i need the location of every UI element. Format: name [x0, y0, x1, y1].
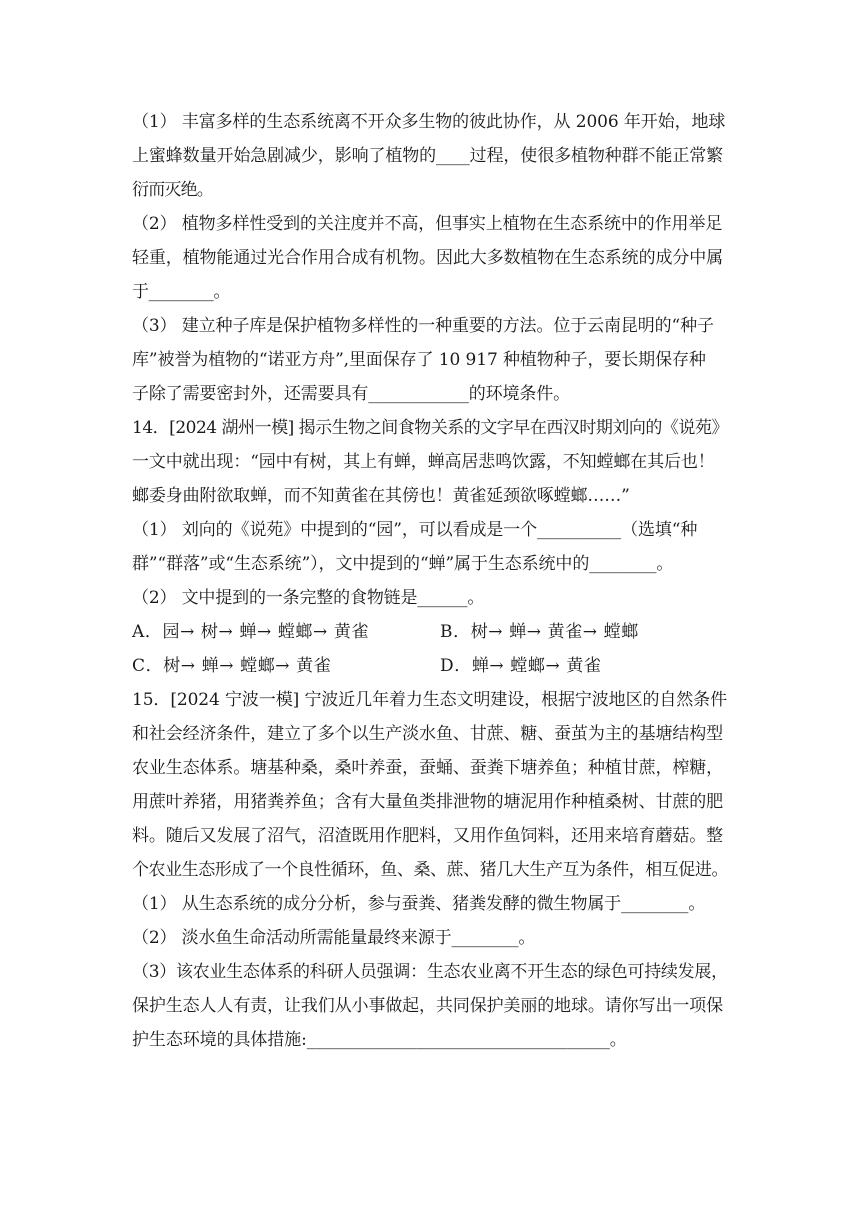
- q13-1-line-2: 上蜜蜂数量开始急剧减少，影响了植物的____过程，使很多植物种群不能正常繁: [132, 146, 723, 166]
- q15-3-line-3: 护生态环境的具体措施:____________________________________。: [132, 1030, 627, 1050]
- q13-2-line-3: 于________。: [132, 282, 230, 302]
- q13-1-line-3: 衍而灭绝。: [132, 180, 213, 200]
- q15-stem-line-3: 农业生态体系。塘基种桑，桑叶养蚕，蚕蛹、蚕粪下塘养鱼；种植甘蔗，榨糖，: [132, 758, 723, 778]
- q15-3-line-2: 保护生态人人有责，让我们从小事做起，共同保护美丽的地球。请你写出一项保: [132, 996, 723, 1016]
- q14-2-line: （2） 文中提到的一条完整的食物链是______。: [132, 588, 485, 608]
- q14-stem-line-1: 14．[2024 湖州一模] 揭示生物之间食物关系的文字早在西汉时期刘向的《说苑》: [132, 418, 728, 438]
- q13-2-line-1: （2） 植物多样性受到的关注度并不高，但事实上植物在生态系统中的作用举足: [132, 214, 723, 234]
- q13-2-line-2: 轻重，植物能通过光合作用合成有机物。因此大多数植物在生态系统的成分中属: [132, 248, 723, 268]
- q15-stem-line-2: 和社会经济条件，建立了多个以生产淡水鱼、甘蔗、糖、蚕茧为主的基塘结构型: [132, 724, 723, 744]
- option-b: B．树→ 蝉→ 黄雀→ 螳螂: [440, 622, 639, 642]
- q13-3-line-1: （3） 建立种子库是保护植物多样性的一种重要的方法。位于云南昆明的“种子: [132, 316, 714, 336]
- q13-3-line-2: 库”被誉为植物的“诺亚方舟”,里面保存了 10 917 种植物种子，要长期保存种: [132, 350, 706, 370]
- q14-stem-line-3: 螂委身曲附欲取蝉，而不知黄雀在其傍也！黄雀延颈欲啄螳螂……”: [132, 486, 630, 506]
- q15-2-line: （2） 淡水鱼生命活动所需能量最终来源于________。: [132, 928, 536, 948]
- q13-1-line-1: （1） 丰富多样的生态系统离不开众多生物的彼此协作，从 2006 年开始，地球: [132, 112, 726, 132]
- q14-1-line-2: 群”“群落”或“生态系统”），文中提到的“蝉”属于生态系统中的________。: [132, 554, 674, 574]
- q14-1-line-1: （1） 刘向的《说苑》中提到的“园”，可以看成是一个__________（选填“种: [132, 520, 698, 540]
- q15-stem-line-5: 料。随后又发展了沼气，沼渣既用作肥料，又用作鱼饲料，还用来培育蘑菇。整: [132, 826, 723, 846]
- option-d: D．蝉→ 螳螂→ 黄雀: [440, 656, 602, 676]
- q13-3-line-3: 子除了需要密封外，还需要具有____________的环境条件。: [132, 384, 570, 404]
- option-c: C．树→ 蝉→ 螳螂→ 黄雀: [132, 656, 332, 676]
- q15-stem-line-4: 用蔗叶养猪，用猪粪养鱼；含有大量鱼类排泄物的塘泥用作种植桑树、甘蔗的肥: [132, 792, 723, 812]
- q15-stem-line-6: 个农业生态形成了一个良性循环，鱼、桑、蔗、猪几大生产互为条件，相互促进。: [132, 860, 728, 880]
- q14-stem-line-2: 一文中就出现：“园中有树，其上有蝉，蝉高居悲鸣饮露，不知螳螂在其后也！: [132, 452, 715, 472]
- q15-1-line: （1） 从生态系统的成分分析，参与蚕粪、猪粪发酵的微生物属于________。: [132, 894, 706, 914]
- q15-stem-line-1: 15．[2024 宁波一模] 宁波近几年着力生态文明建设，根据宁波地区的自然条件: [132, 690, 727, 710]
- option-a: A．园→ 树→ 蝉→ 螳螂→ 黄雀: [132, 622, 370, 642]
- q15-3-line-1: （3）该农业生态体系的科研人员强调：生态农业离不开生态的绿色可持续发展，: [132, 962, 728, 982]
